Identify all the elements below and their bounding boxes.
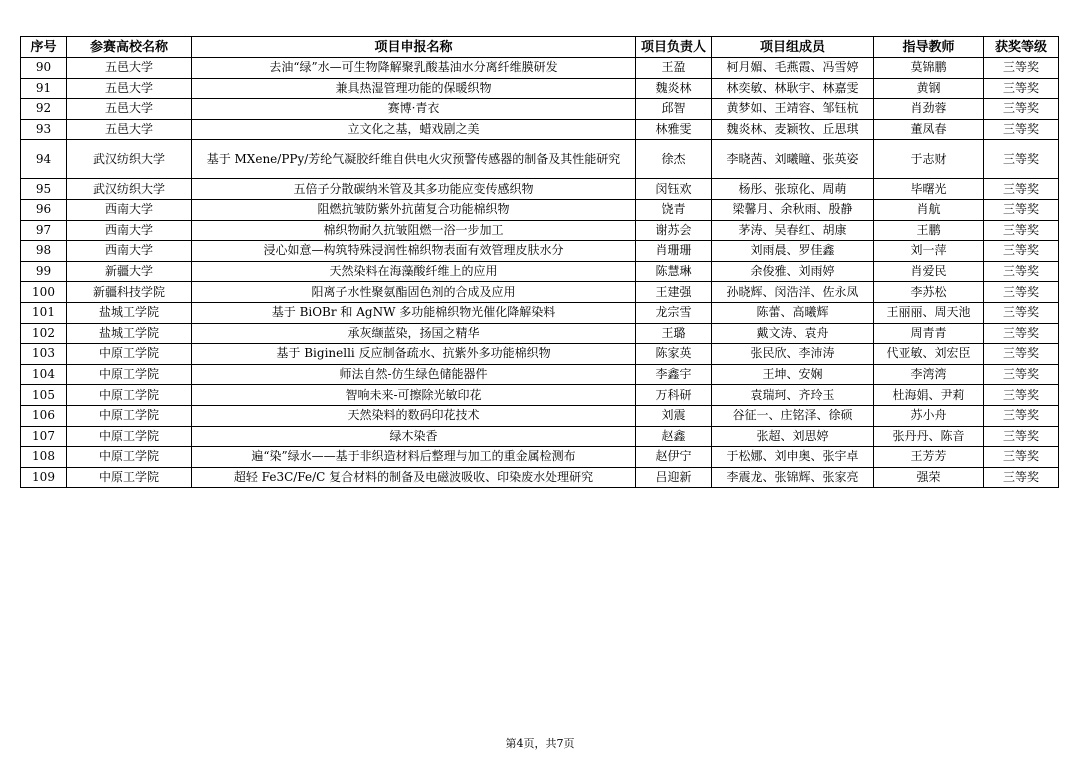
cell-project-name: 赛博·青衣	[192, 99, 636, 120]
cell-advisor: 王芳芳	[874, 447, 984, 468]
cell-advisor: 张丹丹、陈音	[874, 426, 984, 447]
table-row	[21, 78, 1059, 99]
cell-leader: 陈家英	[636, 344, 712, 365]
cell-project-name: 阳离子水性聚氨酯固色剂的合成及应用	[192, 282, 636, 303]
cell-leader: 龙宗雪	[636, 302, 712, 323]
cell-award: 三等奖	[984, 261, 1059, 282]
cell-leader: 赵伊宁	[636, 447, 712, 468]
cell-advisor: 李苏松	[874, 282, 984, 303]
cell-members: 柯月媚、毛燕霞、冯雪婷	[712, 58, 874, 79]
cell-university: 西南大学	[67, 199, 192, 220]
cell-index: 94	[21, 140, 67, 179]
cell-university: 五邑大学	[67, 58, 192, 79]
col-header-advisor: 指导教师	[874, 37, 984, 58]
cell-project-name: 天然染料在海藻酸纤维上的应用	[192, 261, 636, 282]
cell-leader: 闵钰欢	[636, 179, 712, 200]
cell-leader: 谢苏会	[636, 220, 712, 241]
cell-index: 95	[21, 179, 67, 200]
cell-project-name: 兼具热湿管理功能的保暖织物	[192, 78, 636, 99]
cell-university: 盐城工学院	[67, 323, 192, 344]
cell-members: 杨彤、张琼化、周萌	[712, 179, 874, 200]
col-header-index: 序号	[21, 37, 67, 58]
cell-award: 三等奖	[984, 364, 1059, 385]
table-row	[21, 140, 1059, 179]
cell-award: 三等奖	[984, 302, 1059, 323]
cell-advisor: 苏小舟	[874, 405, 984, 426]
cell-award: 三等奖	[984, 78, 1059, 99]
cell-award: 三等奖	[984, 467, 1059, 488]
cell-project-name: 天然染料的数码印花技术	[192, 405, 636, 426]
cell-project-name: 浸心如意—构筑特殊浸润性棉织物表面有效管理皮肤水分	[192, 241, 636, 262]
header-row	[21, 37, 1059, 58]
cell-leader: 王建强	[636, 282, 712, 303]
table-row	[21, 302, 1059, 323]
cell-project-name: 棉织物耐久抗皱阻燃一浴一步加工	[192, 220, 636, 241]
cell-advisor: 董凤春	[874, 119, 984, 140]
cell-award: 三等奖	[984, 140, 1059, 179]
cell-award: 三等奖	[984, 119, 1059, 140]
cell-advisor: 强荣	[874, 467, 984, 488]
cell-leader: 徐杰	[636, 140, 712, 179]
table-row	[21, 405, 1059, 426]
cell-university: 新疆科技学院	[67, 282, 192, 303]
cell-award: 三等奖	[984, 344, 1059, 365]
cell-index: 108	[21, 447, 67, 468]
awards-table	[20, 36, 1059, 488]
cell-leader: 邱智	[636, 99, 712, 120]
cell-members: 戴文涛、袁舟	[712, 323, 874, 344]
table-row	[21, 323, 1059, 344]
cell-index: 93	[21, 119, 67, 140]
cell-project-name: 基于 BiOBr 和 AgNW 多功能棉织物光催化降解染料	[192, 302, 636, 323]
cell-leader: 林雅雯	[636, 119, 712, 140]
cell-award: 三等奖	[984, 199, 1059, 220]
cell-index: 102	[21, 323, 67, 344]
cell-advisor: 肖爱民	[874, 261, 984, 282]
table-row	[21, 220, 1059, 241]
cell-advisor: 李湾湾	[874, 364, 984, 385]
table-row	[21, 119, 1059, 140]
cell-leader: 赵鑫	[636, 426, 712, 447]
cell-index: 106	[21, 405, 67, 426]
cell-project-name: 去油“绿”水—可生物降解聚乳酸基油水分离纤维膜研发	[192, 58, 636, 79]
col-header-project-name: 项目申报名称	[192, 37, 636, 58]
cell-advisor: 周青青	[874, 323, 984, 344]
cell-university: 西南大学	[67, 241, 192, 262]
cell-leader: 陈慧琳	[636, 261, 712, 282]
cell-members: 梁馨月、余秋雨、殷静	[712, 199, 874, 220]
cell-index: 105	[21, 385, 67, 406]
cell-members: 黄梦如、王靖容、邹钰杭	[712, 99, 874, 120]
cell-index: 109	[21, 467, 67, 488]
table-row	[21, 426, 1059, 447]
cell-members: 刘雨晨、罗佳鑫	[712, 241, 874, 262]
cell-members: 陈蕾、高曦辉	[712, 302, 874, 323]
cell-advisor: 肖航	[874, 199, 984, 220]
cell-index: 100	[21, 282, 67, 303]
cell-leader: 魏炎林	[636, 78, 712, 99]
cell-award: 三等奖	[984, 179, 1059, 200]
cell-university: 中原工学院	[67, 364, 192, 385]
cell-project-name: 基于 Biginelli 反应制备疏水、抗紫外多功能棉织物	[192, 344, 636, 365]
cell-index: 96	[21, 199, 67, 220]
cell-university: 中原工学院	[67, 467, 192, 488]
cell-advisor: 毕曙光	[874, 179, 984, 200]
cell-members: 李震龙、张锦辉、张家亮	[712, 467, 874, 488]
cell-index: 98	[21, 241, 67, 262]
table-row	[21, 199, 1059, 220]
cell-award: 三等奖	[984, 58, 1059, 79]
cell-index: 107	[21, 426, 67, 447]
cell-advisor: 代亚敏、刘宏臣	[874, 344, 984, 365]
cell-award: 三等奖	[984, 282, 1059, 303]
col-header-leader: 项目负责人	[636, 37, 712, 58]
table-row	[21, 261, 1059, 282]
table-row	[21, 99, 1059, 120]
cell-university: 西南大学	[67, 220, 192, 241]
table-body	[21, 58, 1059, 488]
cell-members: 谷征一、庄铭泽、徐硕	[712, 405, 874, 426]
cell-project-name: 绿木染香	[192, 426, 636, 447]
cell-university: 五邑大学	[67, 78, 192, 99]
cell-advisor: 王丽丽、周天池	[874, 302, 984, 323]
cell-index: 103	[21, 344, 67, 365]
cell-university: 新疆大学	[67, 261, 192, 282]
cell-university: 武汉纺织大学	[67, 140, 192, 179]
cell-university: 武汉纺织大学	[67, 179, 192, 200]
col-header-award: 获奖等级	[984, 37, 1059, 58]
table-row	[21, 385, 1059, 406]
cell-award: 三等奖	[984, 405, 1059, 426]
cell-index: 101	[21, 302, 67, 323]
table-row	[21, 344, 1059, 365]
cell-leader: 吕迎新	[636, 467, 712, 488]
cell-university: 中原工学院	[67, 385, 192, 406]
col-header-members: 项目组成员	[712, 37, 874, 58]
cell-members: 张民欣、李沛涛	[712, 344, 874, 365]
cell-members: 余俊雅、刘雨婷	[712, 261, 874, 282]
cell-project-name: 超轻 Fe3C/Fe/C 复合材料的制备及电磁波吸收、印染废水处理研究	[192, 467, 636, 488]
cell-leader: 李鑫宇	[636, 364, 712, 385]
cell-award: 三等奖	[984, 385, 1059, 406]
cell-project-name: 承灰缬蓝染，扬国之精华	[192, 323, 636, 344]
cell-project-name: 师法自然-仿生绿色储能器件	[192, 364, 636, 385]
cell-project-name: 立文化之基，蜡戏剧之美	[192, 119, 636, 140]
cell-members: 孙晓辉、闵浩洋、佐永凤	[712, 282, 874, 303]
cell-members: 袁瑞珂、齐玲玉	[712, 385, 874, 406]
cell-advisor: 肖劲蓉	[874, 99, 984, 120]
cell-members: 魏炎林、麦颖牧、丘思琪	[712, 119, 874, 140]
cell-award: 三等奖	[984, 220, 1059, 241]
table-row	[21, 447, 1059, 468]
cell-university: 五邑大学	[67, 119, 192, 140]
cell-members: 王坤、安娴	[712, 364, 874, 385]
cell-advisor: 王鹏	[874, 220, 984, 241]
cell-leader: 肖珊珊	[636, 241, 712, 262]
cell-leader: 万科研	[636, 385, 712, 406]
page-number: 第4页，共7页	[505, 737, 575, 750]
col-header-university: 参赛高校名称	[67, 37, 192, 58]
cell-advisor: 莫锦鹏	[874, 58, 984, 79]
cell-university: 五邑大学	[67, 99, 192, 120]
table-row	[21, 179, 1059, 200]
cell-index: 90	[21, 58, 67, 79]
cell-advisor: 刘一萍	[874, 241, 984, 262]
cell-award: 三等奖	[984, 323, 1059, 344]
cell-project-name: 基于 MXene/PPy/芳纶气凝胶纤维自供电火灾预警传感器的制备及其性能研究	[192, 140, 636, 179]
cell-advisor: 于志财	[874, 140, 984, 179]
cell-leader: 王盈	[636, 58, 712, 79]
cell-members: 林奕敏、林耿宇、林嘉雯	[712, 78, 874, 99]
cell-project-name: 智响未来-可擦除光敏印花	[192, 385, 636, 406]
table-row	[21, 241, 1059, 262]
cell-project-name: 遍“染”绿水——基于非织造材料后整理与加工的重金属检测布	[192, 447, 636, 468]
cell-leader: 王璐	[636, 323, 712, 344]
cell-leader: 刘震	[636, 405, 712, 426]
cell-project-name: 五倍子分散碳纳米管及其多功能应变传感织物	[192, 179, 636, 200]
cell-project-name: 阻燃抗皱防紫外抗菌复合功能棉织物	[192, 199, 636, 220]
cell-members: 李晓茜、刘曦瞳、张英姿	[712, 140, 874, 179]
cell-members: 于松娜、刘申奥、张宇卓	[712, 447, 874, 468]
cell-university: 中原工学院	[67, 426, 192, 447]
table-row	[21, 282, 1059, 303]
cell-members: 张超、刘思婷	[712, 426, 874, 447]
table-row	[21, 364, 1059, 385]
cell-award: 三等奖	[984, 447, 1059, 468]
cell-index: 104	[21, 364, 67, 385]
cell-leader: 饶青	[636, 199, 712, 220]
cell-index: 91	[21, 78, 67, 99]
cell-university: 盐城工学院	[67, 302, 192, 323]
cell-advisor: 杜海娟、尹莉	[874, 385, 984, 406]
cell-index: 99	[21, 261, 67, 282]
table-row	[21, 58, 1059, 79]
cell-award: 三等奖	[984, 426, 1059, 447]
table-row	[21, 467, 1059, 488]
cell-index: 97	[21, 220, 67, 241]
cell-advisor: 黄钢	[874, 78, 984, 99]
cell-university: 中原工学院	[67, 344, 192, 365]
cell-index: 92	[21, 99, 67, 120]
cell-award: 三等奖	[984, 99, 1059, 120]
cell-university: 中原工学院	[67, 447, 192, 468]
cell-award: 三等奖	[984, 241, 1059, 262]
cell-members: 茅涛、吴春红、胡康	[712, 220, 874, 241]
cell-university: 中原工学院	[67, 405, 192, 426]
